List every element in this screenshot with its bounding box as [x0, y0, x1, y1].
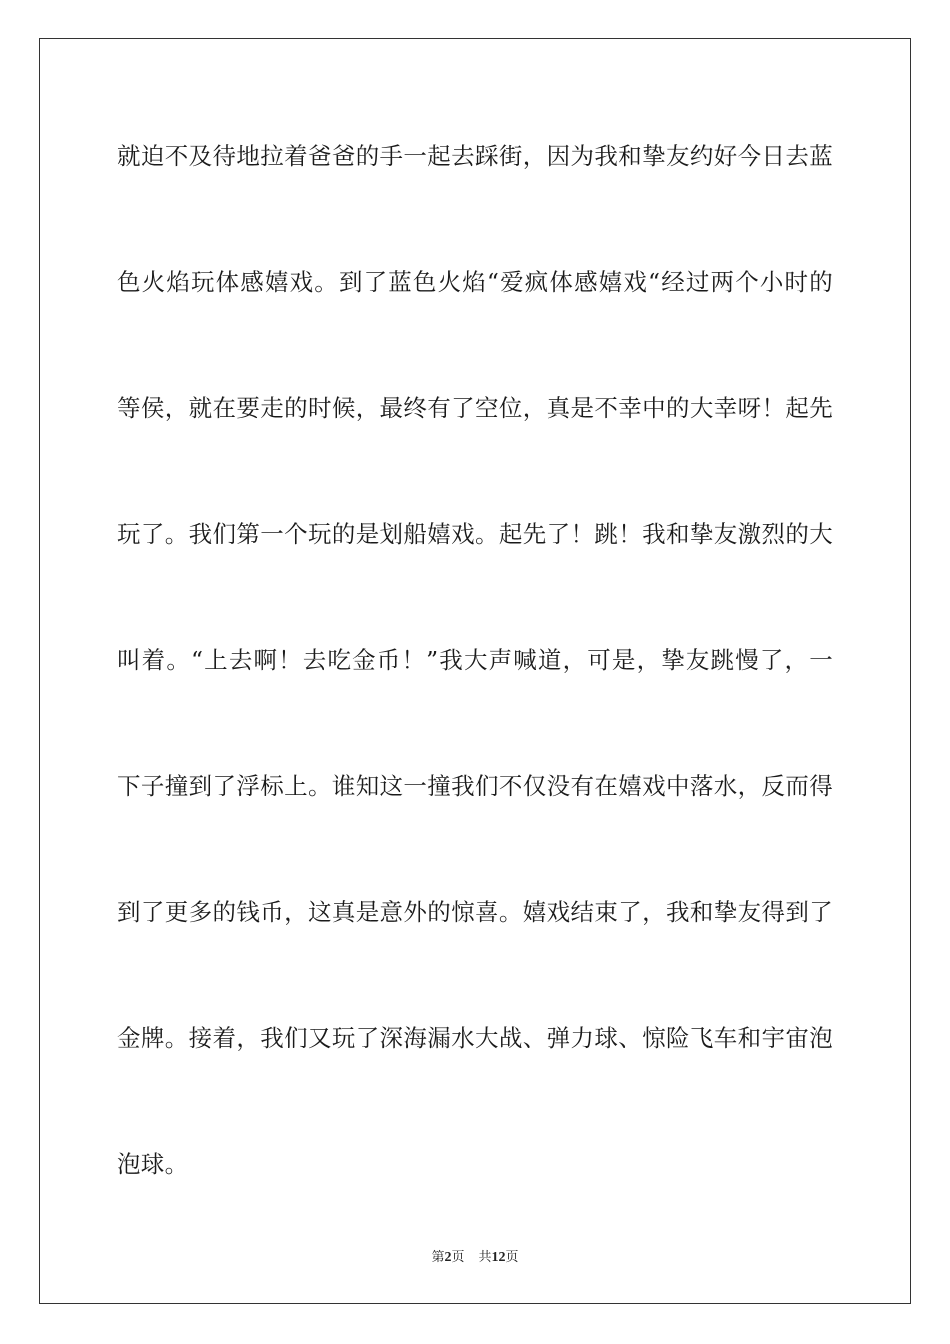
text-line-1: 就迫不及待地拉着爸爸的手一起去踩街，因为我和挚友约好今日去蓝	[117, 142, 833, 170]
document-body	[117, 132, 833, 1266]
page-prefix: 第	[431, 1250, 445, 1265]
text-line-2: 色火焰玩体感嬉戏。到了蓝色火焰“爱疯体感嬉戏“经过两个小时的	[117, 268, 833, 296]
text-line-3: 等侯，就在要走的时候，最终有了空位，真是不幸中的大幸呀！起先	[117, 394, 833, 422]
total-prefix: 共	[478, 1250, 492, 1265]
text-line-4: 玩了。我们第一个玩的是划船嬉戏。起先了！跳！我和挚友激烈的大	[117, 520, 833, 548]
page-number: 2	[444, 1250, 452, 1265]
text-line-5: 叫着。“上去啊！去吃金币！”我大声喊道，可是，挚友跳慢了，一	[117, 646, 833, 674]
text-line-6: 下子撞到了浮标上。谁知这一撞我们不仅没有在嬉戏中落水，反而得	[117, 772, 833, 800]
page-suffix: 页	[451, 1250, 465, 1265]
page-footer	[0, 1246, 950, 1266]
text-line-7: 到了更多的钱币，这真是意外的惊喜。嬉戏结束了，我和挚友得到了	[117, 898, 833, 926]
total-suffix: 页	[505, 1250, 519, 1265]
text-line-9: 泡球。	[117, 1150, 189, 1178]
text-line-8: 金牌。接着，我们又玩了深海漏水大战、弹力球、惊险飞车和宇宙泡	[117, 1024, 833, 1052]
total-pages: 12	[491, 1250, 506, 1265]
